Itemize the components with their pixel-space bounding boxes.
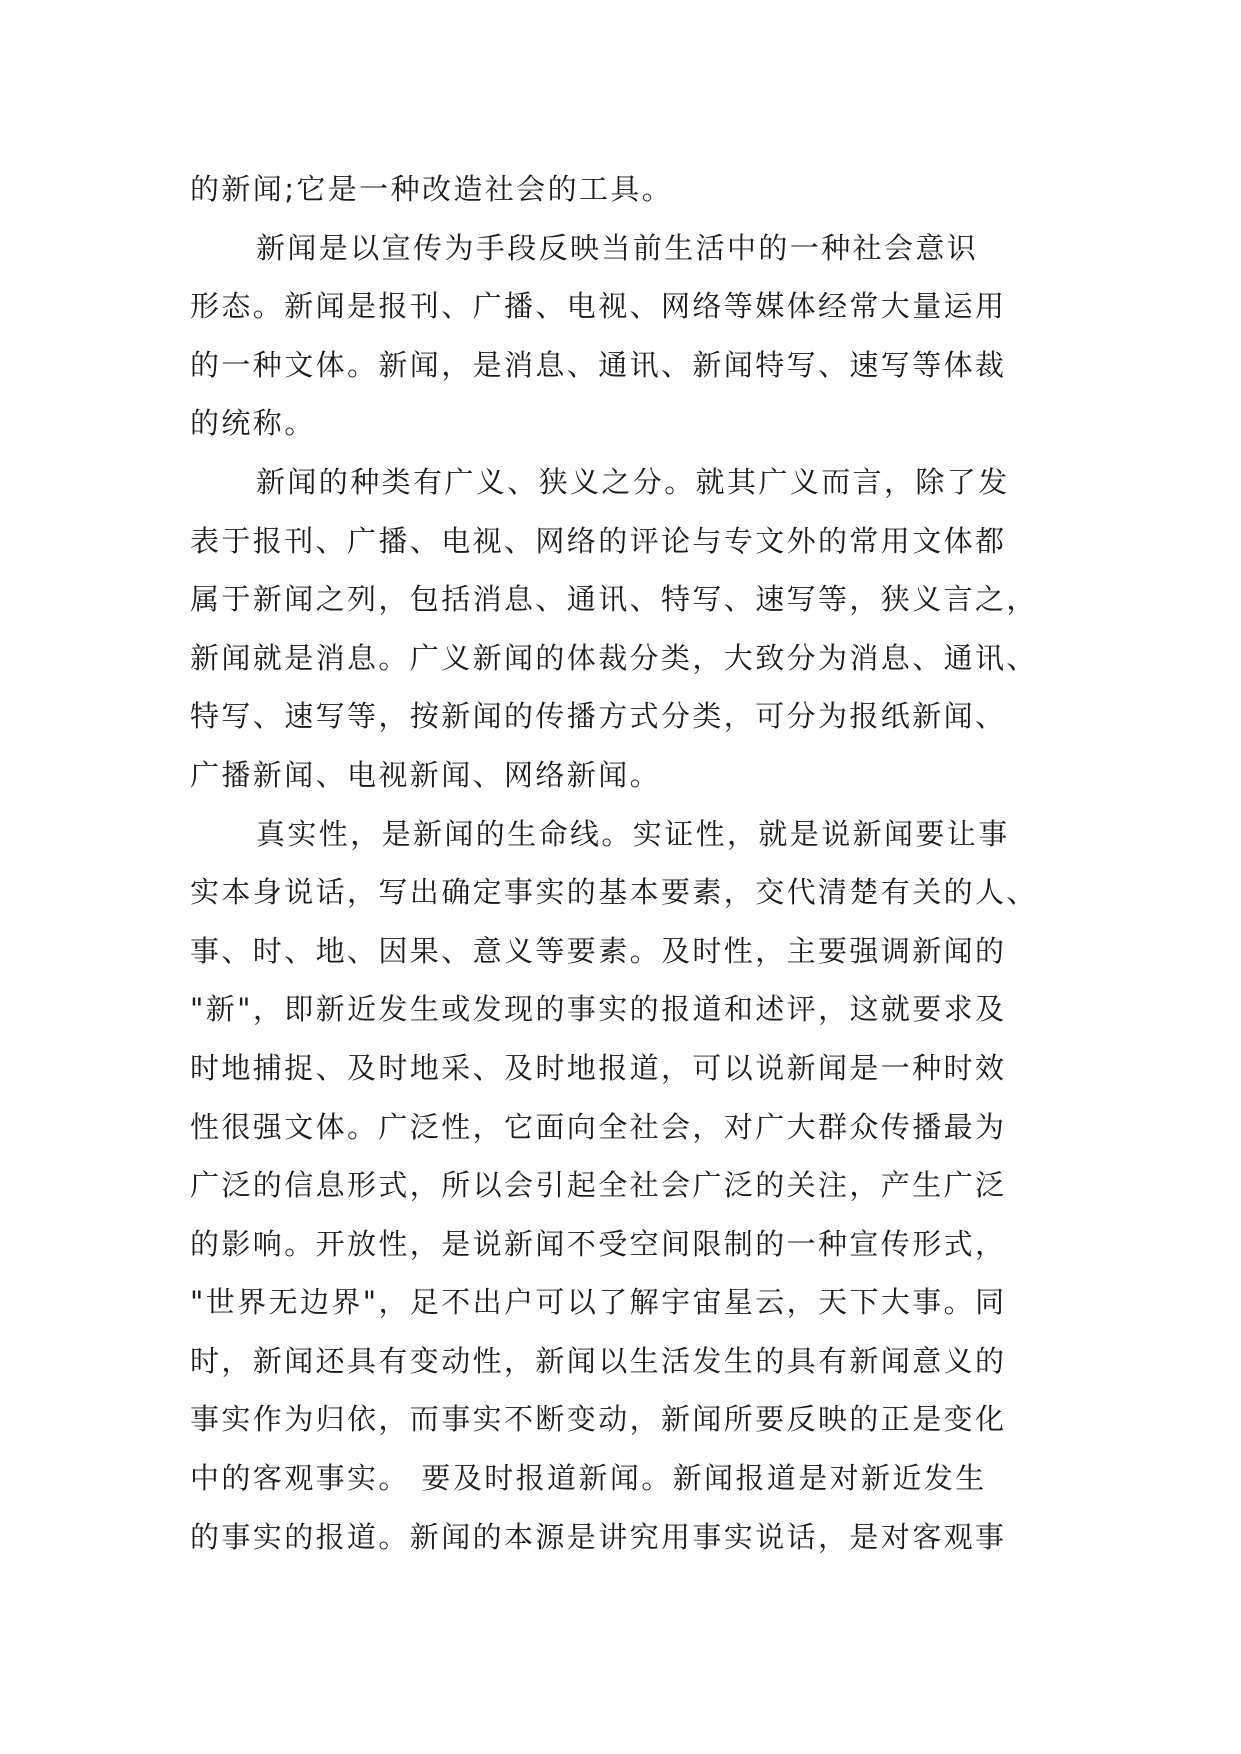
body-text bbox=[190, 160, 1070, 1566]
text-line: 的影响。开放性，是说新闻不受空间限制的一种宣传形式， bbox=[190, 1226, 1007, 1261]
text-line: 的一种文体。新闻，是消息、通讯、新闻特写、速写等体裁 bbox=[190, 347, 1007, 382]
text-line: 事实作为归依，而事实不断变动，新闻所要反映的正是变化 bbox=[190, 1402, 1007, 1437]
text-line: 形态。新闻是报刊、广播、电视、网络等媒体经常大量运用 bbox=[190, 289, 1007, 324]
text-line: 中的客观事实。 要及时报道新闻。新闻报道是对新近发生 bbox=[190, 1461, 987, 1496]
text-line: 新闻的种类有广义、狭义之分。就其广义而言，除了发 bbox=[256, 464, 1010, 499]
text-line: 实本身说话，写出确定事实的基本要素，交代清楚有关的人、 bbox=[190, 875, 1038, 910]
text-line: 性很强文体。广泛性，它面向全社会，对广大群众传播最为 bbox=[190, 1109, 1007, 1144]
text-line: 的事实的报道。新闻的本源是讲究用事实说话，是对客观事 bbox=[190, 1519, 1007, 1554]
text-line: 广播新闻、电视新闻、网络新闻。 bbox=[190, 757, 662, 792]
text-line: 时地捕捉、及时地采、及时地报道，可以说新闻是一种时效 bbox=[190, 1050, 1007, 1085]
text-line: "世界无边界"，足不出户可以了解宇宙星云，天下大事。同 bbox=[190, 1285, 1007, 1320]
text-line: 广泛的信息形式，所以会引起全社会广泛的关注，产生广泛 bbox=[190, 1168, 1007, 1203]
text-line: 特写、速写等，按新闻的传播方式分类，可分为报纸新闻、 bbox=[190, 699, 1007, 734]
text-line: 事、时、地、因果、意义等要素。及时性，主要强调新闻的 bbox=[190, 933, 1007, 968]
text-line: 真实性，是新闻的生命线。实证性，就是说新闻要让事 bbox=[256, 816, 1010, 851]
text-line: 的新闻;它是一种改造社会的工具。 bbox=[190, 172, 674, 206]
text-line: 的统称。 bbox=[190, 406, 316, 441]
text-line: 表于报刊、广播、电视、网络的评论与专文外的常用文体都 bbox=[190, 523, 1007, 558]
text-line: 属于新闻之列，包括消息、通讯、特写、速写等，狭义言之， bbox=[190, 582, 1038, 617]
text-line: 新闻就是消息。广义新闻的体裁分类，大致分为消息、通讯、 bbox=[190, 640, 1038, 675]
text-line: 时，新闻还具有变动性，新闻以生活发生的具有新闻意义的 bbox=[190, 1343, 1007, 1378]
text-line: "新"，即新近发生或发现的事实的报道和述评，这就要求及 bbox=[190, 992, 1007, 1027]
text-line: 新闻是以宣传为手段反映当前生活中的一种社会意识 bbox=[256, 230, 979, 265]
